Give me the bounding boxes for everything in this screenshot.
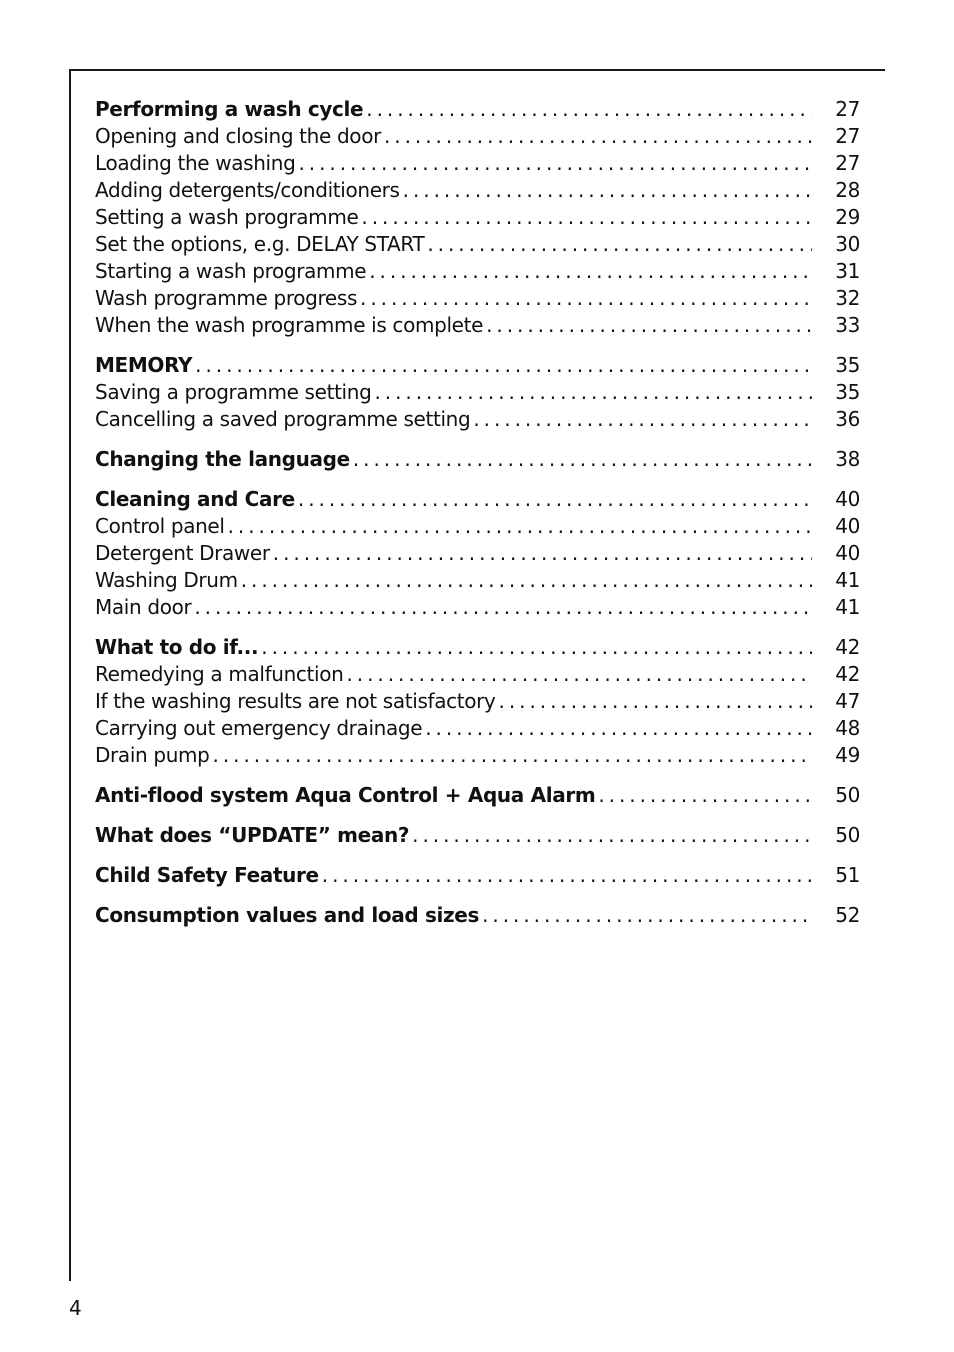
toc-entry-page: 29 [835, 205, 860, 229]
table-of-contents [95, 96, 860, 942]
dot-leader [598, 782, 812, 809]
toc-entry[interactable] [95, 231, 860, 258]
left-rule [69, 69, 71, 1281]
dot-leader [353, 446, 812, 473]
dot-leader [427, 231, 812, 258]
toc-entry-page: 40 [835, 541, 860, 565]
toc-entry-page: 33 [835, 313, 860, 337]
toc-entry-label: Cleaning and Care [95, 487, 295, 511]
toc-heading-entry[interactable] [95, 902, 860, 929]
toc-entry[interactable] [95, 123, 860, 150]
toc-heading-entry[interactable] [95, 446, 860, 473]
toc-entry[interactable] [95, 742, 860, 769]
toc-entry-page: 32 [835, 286, 860, 310]
toc-entry[interactable] [95, 406, 860, 433]
toc-entry-label: What to do if... [95, 635, 259, 659]
toc-entry-page: 41 [835, 595, 860, 619]
toc-entry-label: Saving a programme setting [95, 380, 372, 404]
dot-leader [482, 902, 812, 929]
toc-entry-page: 35 [835, 353, 860, 377]
toc-entry[interactable] [95, 312, 860, 339]
toc-entry-page: 42 [835, 662, 860, 686]
toc-section [95, 782, 860, 809]
toc-section [95, 352, 860, 433]
dot-leader [195, 352, 812, 379]
toc-entry-label: What does “UPDATE” mean? [95, 823, 410, 847]
toc-entry-page: 35 [835, 380, 860, 404]
dot-leader [261, 634, 812, 661]
toc-entry-label: Setting a wash programme [95, 205, 359, 229]
toc-entry-page: 27 [835, 151, 860, 175]
toc-entry[interactable] [95, 285, 860, 312]
toc-heading-entry[interactable] [95, 352, 860, 379]
toc-heading-entry[interactable] [95, 486, 860, 513]
toc-entry-label: Child Safety Feature [95, 863, 319, 887]
toc-heading-entry[interactable] [95, 822, 860, 849]
toc-entry-label: Carrying out emergency drainage [95, 716, 423, 740]
toc-entry-label: Set the options, e.g. DELAY START [95, 232, 425, 256]
toc-entry-page: 40 [835, 487, 860, 511]
toc-entry-label: Loading the washing [95, 151, 296, 175]
toc-entry-page: 36 [835, 407, 860, 431]
toc-entry-label: Control panel [95, 514, 225, 538]
toc-entry-page: 48 [835, 716, 860, 740]
toc-entry-label: MEMORY [95, 353, 193, 377]
toc-entry[interactable] [95, 379, 860, 406]
toc-entry-page: 51 [835, 863, 860, 887]
toc-entry-label: Remedying a malfunction [95, 662, 344, 686]
toc-entry-page: 52 [835, 903, 860, 927]
toc-entry-page: 30 [835, 232, 860, 256]
toc-entry-label: Cancelling a saved programme setting [95, 407, 471, 431]
page-number: 4 [69, 1296, 82, 1320]
dot-leader [213, 742, 812, 769]
toc-entry-label: Detergent Drawer [95, 541, 270, 565]
toc-entry[interactable] [95, 204, 860, 231]
toc-section [95, 96, 860, 339]
dot-leader [412, 822, 812, 849]
toc-entry[interactable] [95, 567, 860, 594]
toc-entry-label: Performing a wash cycle [95, 97, 364, 121]
dot-leader [403, 177, 812, 204]
toc-section [95, 634, 860, 769]
toc-entry-label: Adding detergents/conditioners [95, 178, 400, 202]
dot-leader [374, 379, 812, 406]
dot-leader [298, 486, 812, 513]
dot-leader [360, 285, 812, 312]
toc-entry-label: Washing Drum [95, 568, 238, 592]
toc-entry-page: 47 [835, 689, 860, 713]
toc-entry-label: Wash programme progress [95, 286, 358, 310]
toc-entry-page: 27 [835, 97, 860, 121]
toc-entry-page: 50 [835, 823, 860, 847]
toc-entry-label: If the washing results are not satisfactory [95, 689, 496, 713]
toc-section [95, 446, 860, 473]
dot-leader [228, 513, 812, 540]
toc-entry[interactable] [95, 688, 860, 715]
toc-entry-page: 41 [835, 568, 860, 592]
toc-entry[interactable] [95, 715, 860, 742]
dot-leader [346, 661, 812, 688]
dot-leader [486, 312, 812, 339]
toc-entry[interactable] [95, 540, 860, 567]
dot-leader [499, 688, 812, 715]
toc-heading-entry[interactable] [95, 782, 860, 809]
toc-entry[interactable] [95, 258, 860, 285]
toc-entry-label: Drain pump [95, 743, 210, 767]
toc-entry-page: 27 [835, 124, 860, 148]
toc-entry-label: Changing the language [95, 447, 350, 471]
toc-entry-page: 28 [835, 178, 860, 202]
toc-entry[interactable] [95, 150, 860, 177]
toc-section [95, 822, 860, 849]
toc-entry[interactable] [95, 513, 860, 540]
dot-leader [322, 862, 812, 889]
dot-leader [425, 715, 812, 742]
toc-heading-entry[interactable] [95, 862, 860, 889]
dot-leader [361, 204, 812, 231]
toc-heading-entry[interactable] [95, 96, 860, 123]
toc-section [95, 486, 860, 621]
dot-leader [384, 123, 812, 150]
toc-entry-page: 50 [835, 783, 860, 807]
toc-entry-page: 40 [835, 514, 860, 538]
dot-leader [273, 540, 812, 567]
toc-entry[interactable] [95, 594, 860, 621]
toc-entry-label: Anti-flood system Aqua Control + Aqua Alarm [95, 783, 596, 807]
toc-section [95, 862, 860, 889]
toc-entry-label: When the wash programme is complete [95, 313, 484, 337]
dot-leader [194, 594, 812, 621]
dot-leader [298, 150, 812, 177]
toc-entry-label: Consumption values and load sizes [95, 903, 480, 927]
dot-leader [369, 258, 812, 285]
toc-entry-page: 31 [835, 259, 860, 283]
dot-leader [241, 567, 812, 594]
toc-entry-label: Opening and closing the door [95, 124, 381, 148]
toc-entry-page: 49 [835, 743, 860, 767]
dot-leader [473, 406, 812, 433]
toc-entry[interactable] [95, 177, 860, 204]
toc-heading-entry[interactable] [95, 634, 860, 661]
toc-entry-page: 42 [835, 635, 860, 659]
toc-entry-page: 38 [835, 447, 860, 471]
toc-section [95, 902, 860, 929]
toc-entry-label: Main door [95, 595, 192, 619]
toc-entry-label: Starting a wash programme [95, 259, 367, 283]
dot-leader [366, 96, 812, 123]
toc-entry[interactable] [95, 661, 860, 688]
top-rule [69, 69, 885, 71]
